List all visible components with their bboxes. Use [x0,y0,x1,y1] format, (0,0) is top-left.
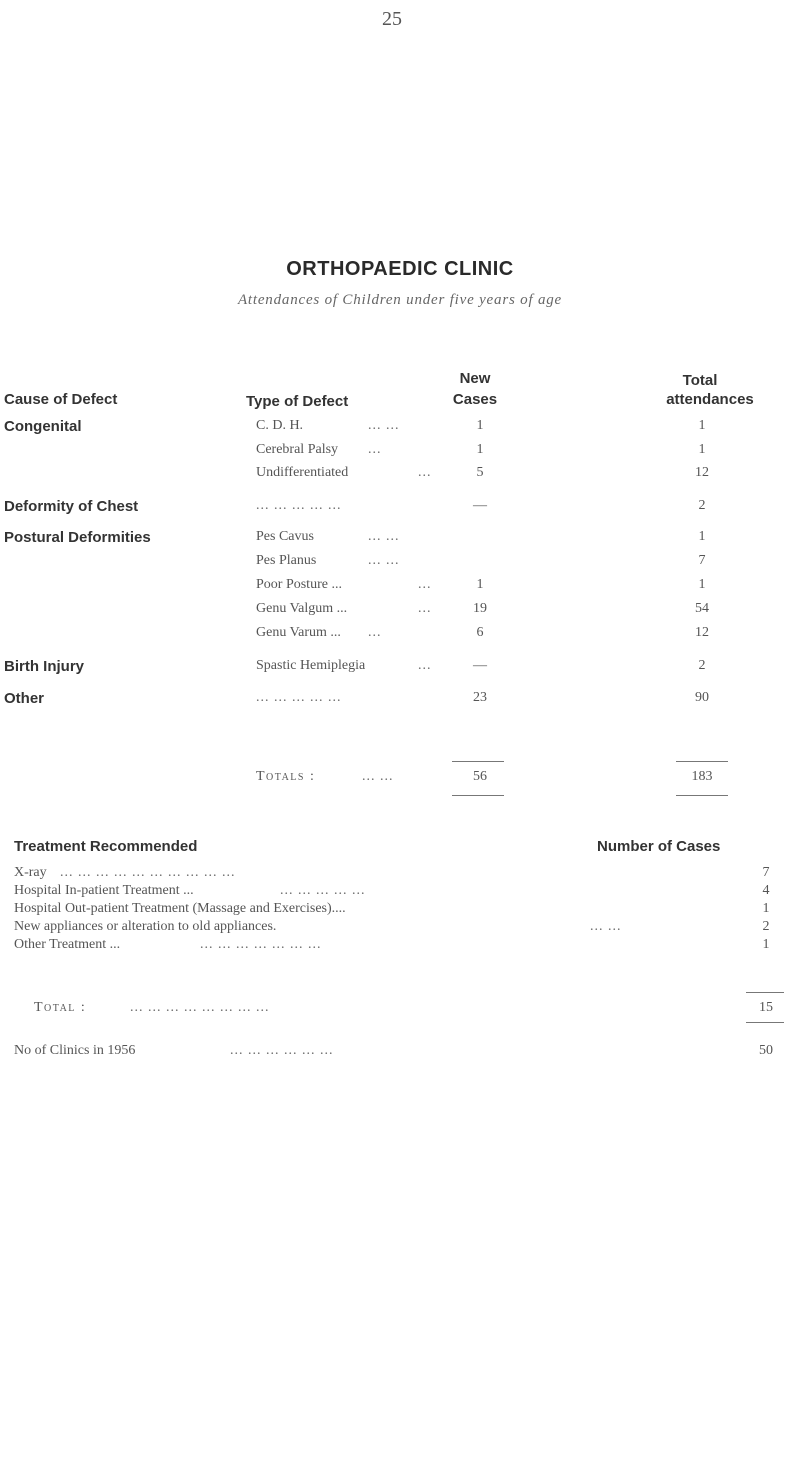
row-dots: ... ... [368,529,400,544]
treatment-row-dots: ... ... [590,919,622,934]
clinics-value: 50 [759,1043,773,1058]
row-type: Pes Cavus [256,529,314,544]
row-type: Genu Varum ... [256,625,341,640]
total-rule-att-top [676,761,728,762]
total-rule-new-bottom [452,795,504,796]
row-new-cases: 1 [476,577,484,592]
total-rule-new-top [452,761,504,762]
row-type: Pes Planus [256,553,317,568]
row-total-attendances: 2 [698,658,706,673]
header-cause: Cause of Defect [4,391,118,408]
treatment-row-label: New appliances or alteration to old appliances. [14,919,277,934]
clinics-dots: ... ... ... ... ... ... [230,1043,334,1058]
totals-dots: ... ... [362,769,394,784]
row-new-cases: 5 [476,465,484,480]
row-cause: Deformity of Chest [4,498,139,515]
row-cause: Other [4,690,45,707]
header-new-cases-line1: New [459,370,491,387]
treatment-total-dots: ... ... ... ... ... ... ... ... [130,1000,270,1015]
treatment-total-value: 15 [759,1000,773,1015]
row-total-attendances: 7 [698,553,706,568]
treatment-row-value: 1 [762,901,770,916]
row-new-cases: 23 [473,690,487,705]
row-dots: ... ... ... ... ... [256,498,342,513]
row-dots: ... [418,601,432,616]
row-dots: ... [418,577,432,592]
treatment-row-value: 7 [762,865,770,880]
row-type: Spastic Hemiplegia [256,658,366,673]
treatment-row-dots: ... ... ... ... ... ... ... [200,937,322,952]
treatment-row-label: X-ray [14,865,47,880]
totals-label: Totals : [256,769,316,784]
treatment-row-value: 4 [762,883,770,898]
row-total-attendances: 1 [698,577,706,592]
page-title: ORTHOPAEDIC CLINIC [286,258,514,280]
treatment-header: Treatment Recommended [14,838,198,855]
header-type: Type of Defect [246,393,349,410]
row-total-attendances: 54 [695,601,709,616]
page-subtitle: Attendances of Children under five years of age [237,292,563,308]
totals-new-cases: 56 [473,769,487,784]
row-total-attendances: 90 [695,690,709,705]
row-new-cases: 1 [476,418,484,433]
row-total-attendances: 1 [698,418,706,433]
treatment-row-dots: ... ... ... ... ... [280,883,366,898]
row-dots: ... ... [368,418,400,433]
row-new-cases: 1 [476,442,484,457]
row-dots: ... [418,658,432,673]
row-cause: Birth Injury [4,658,85,675]
row-new-cases: 19 [473,601,487,616]
number-of-cases-header: Number of Cases [597,838,721,855]
row-type: Undifferentiated [256,465,349,480]
row-new-cases: — [473,498,487,513]
row-cause: Postural Deformities [4,529,151,546]
row-type: Genu Valgum ... [256,601,348,616]
totals-attendances: 183 [691,769,713,784]
row-type: C. D. H. [256,418,304,433]
row-dots: ... [368,442,382,457]
treatment-row-dots: ... ... ... ... ... ... ... ... ... ... [60,865,236,880]
clinics-label: No of Clinics in 1956 [14,1043,136,1058]
row-dots: ... ... ... ... ... [256,690,342,705]
header-new-cases-line2: Cases [452,391,498,408]
header-new-cases [430,370,520,387]
treatment-total-rule-bottom [746,1022,784,1023]
row-total-attendances: 1 [698,442,706,457]
treatment-row-value: 1 [762,937,770,952]
treatment-total-label: Total : [34,1000,87,1015]
row-cause: Congenital [4,418,82,435]
treatment-total-rule-top [746,992,784,993]
row-type: Poor Posture ... [256,577,342,592]
header-total-attendances-line2: attendances [666,391,754,408]
row-total-attendances: 12 [695,465,709,480]
row-dots: ... ... [368,553,400,568]
row-dots: ... [418,465,432,480]
page-number: 25 [382,8,402,30]
treatment-row-label: Hospital Out-patient Treatment (Massage and Exercises).... [14,901,346,916]
row-total-attendances: 1 [698,529,706,544]
row-new-cases: — [473,658,487,673]
treatment-row-label: Other Treatment ... [14,937,121,952]
row-total-attendances: 12 [695,625,709,640]
row-dots: ... [368,625,382,640]
treatment-row-label: Hospital In-patient Treatment ... [14,883,194,898]
total-rule-att-bottom [676,795,728,796]
row-type: Cerebral Palsy [256,442,339,457]
treatment-row-value: 2 [762,919,770,934]
row-new-cases: 6 [476,625,484,640]
row-total-attendances: 2 [698,498,706,513]
header-total-attendances-line1: Total [682,372,718,389]
